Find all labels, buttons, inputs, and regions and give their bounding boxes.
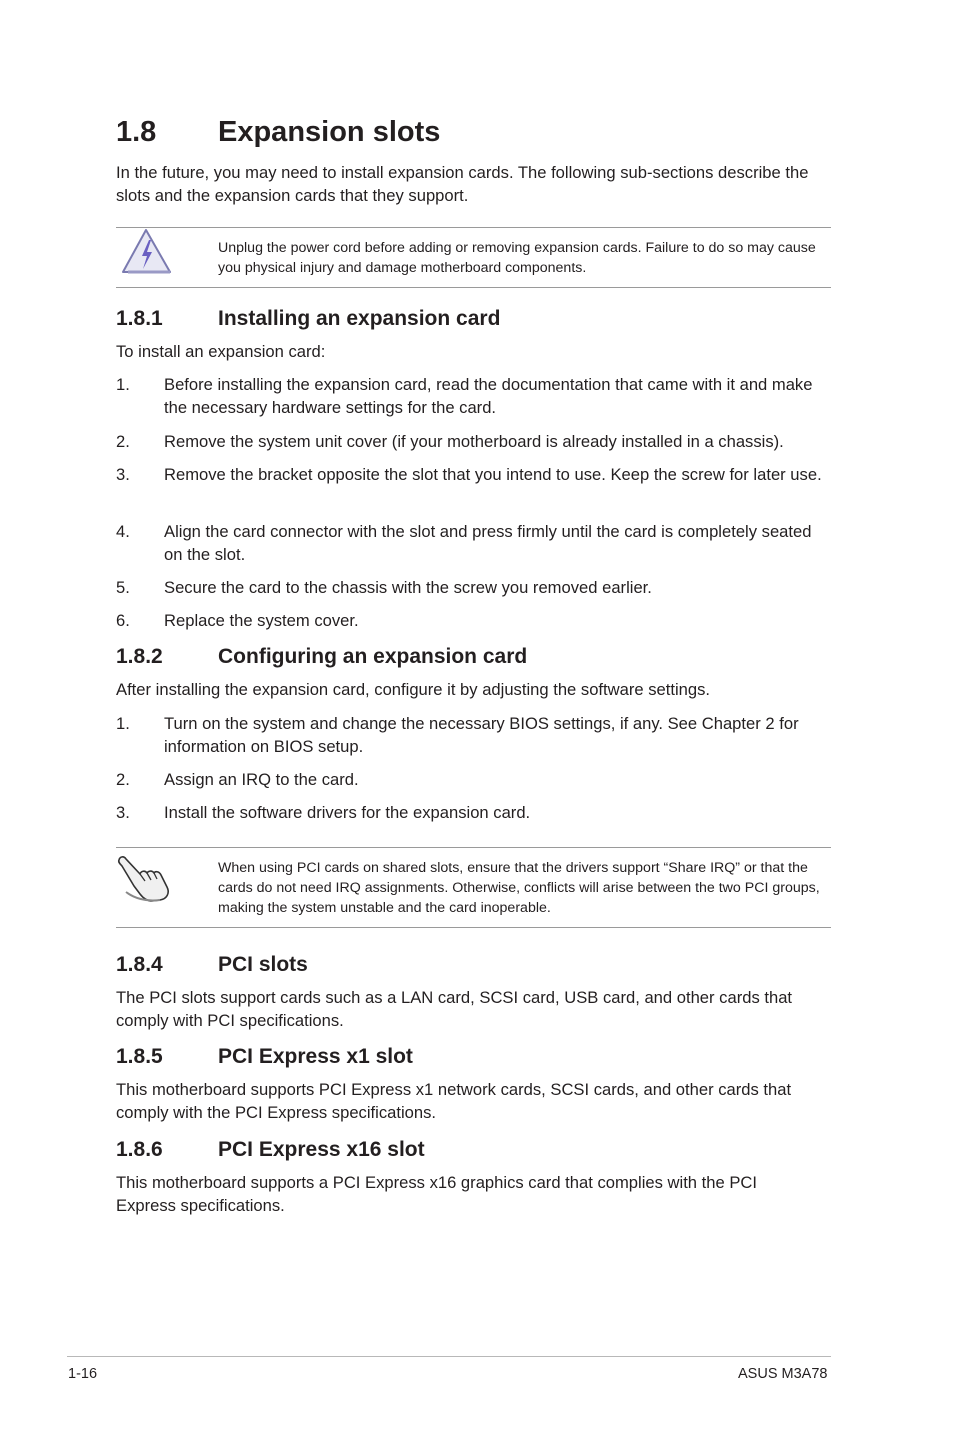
subsection-number: 1.8.6 <box>116 1138 163 1161</box>
subsection-number: 1.8.4 <box>116 953 163 976</box>
step-text: Install the software drivers for the expansion card. <box>164 803 531 822</box>
subsection-number: 1.8.2 <box>116 645 163 668</box>
section-number: 1.8 <box>116 116 157 148</box>
step-number: 3. <box>116 465 130 484</box>
step-text: Align the card connector with the slot and press firmly until the card is completely seated on the slot. <box>164 522 812 565</box>
warning-top-rule <box>116 227 831 228</box>
subsection-number: 1.8.1 <box>116 307 163 330</box>
step-number: 5. <box>116 578 130 597</box>
installing-lead: To install an expansion card: <box>116 342 326 361</box>
step-text: Before installing the expansion card, read the documentation that came with it and make the necessary hardware settings for the card. <box>164 375 813 418</box>
warning-bottom-rule <box>116 287 831 288</box>
step-number: 1. <box>116 375 130 394</box>
page-title: Expansion slots <box>218 116 441 148</box>
step-text: Assign an IRQ to the card. <box>164 770 359 789</box>
step-text: Remove the bracket opposite the slot that you intend to use. Keep the screw for later use. <box>164 465 822 484</box>
subsection-number: 1.8.5 <box>116 1045 163 1068</box>
pcie-x16-paragraph: This motherboard supports a PCI Express x16 graphics card that complies with the PCI Express specifications. <box>116 1173 757 1216</box>
step-text: Turn on the system and change the necessary BIOS settings, if any. See Chapter 2 for information on BIOS setup. <box>164 714 799 757</box>
product-name: ASUS M3A78 <box>738 1366 828 1382</box>
footer-rule <box>67 1356 831 1357</box>
subsection-title-pci-slots: PCI slots <box>218 953 308 976</box>
step-number: 2. <box>116 432 130 451</box>
step-text: Secure the card to the chassis with the screw you removed earlier. <box>164 578 652 597</box>
note-bottom-rule <box>116 927 831 928</box>
step-number: 4. <box>116 522 130 541</box>
pci-slots-paragraph: The PCI slots support cards such as a LAN card, SCSI card, USB card, and other cards that comply with PCI specifications. <box>116 988 793 1031</box>
step-text: Remove the system unit cover (if your motherboard is already installed in a chassis). <box>164 432 784 451</box>
pointing-hand-icon <box>114 852 174 904</box>
warning-lightning-icon <box>120 226 174 278</box>
warning-text: Unplug the power cord before adding or removing expansion cards. Failure to do so may cause you physical injury and damage motherboard components. <box>218 240 816 277</box>
step-number: 2. <box>116 770 130 789</box>
pcie-x1-paragraph: This motherboard supports PCI Express x1 network cards, SCSI cards, and other cards that comply with the PCI Express specifications. <box>116 1080 792 1123</box>
configuring-lead: After installing the expansion card, configure it by adjusting the software settings. <box>116 680 711 699</box>
subsection-title-pcie-x16: PCI Express x16 slot <box>218 1138 425 1161</box>
intro-paragraph: In the future, you may need to install expansion cards. The following sub-sections describe the slots and the expansion cards that they support. <box>116 163 809 206</box>
subsection-title-pcie-x1: PCI Express x1 slot <box>218 1045 413 1068</box>
step-text: Replace the system cover. <box>164 611 359 630</box>
subsection-title-installing: Installing an expansion card <box>218 307 501 330</box>
page-number: 1-16 <box>68 1366 98 1382</box>
step-number: 1. <box>116 714 130 733</box>
step-number: 6. <box>116 611 130 630</box>
step-number: 3. <box>116 803 130 822</box>
note-text: When using PCI cards on shared slots, ensure that the drivers support “Share IRQ” or that the cards do not need IRQ assignments. Otherwise, conflicts will arise between the two PCI groups, making the system unstable and the card inoperable. <box>218 860 820 917</box>
subsection-title-configuring: Configuring an expansion card <box>218 645 528 668</box>
note-top-rule <box>116 847 831 848</box>
